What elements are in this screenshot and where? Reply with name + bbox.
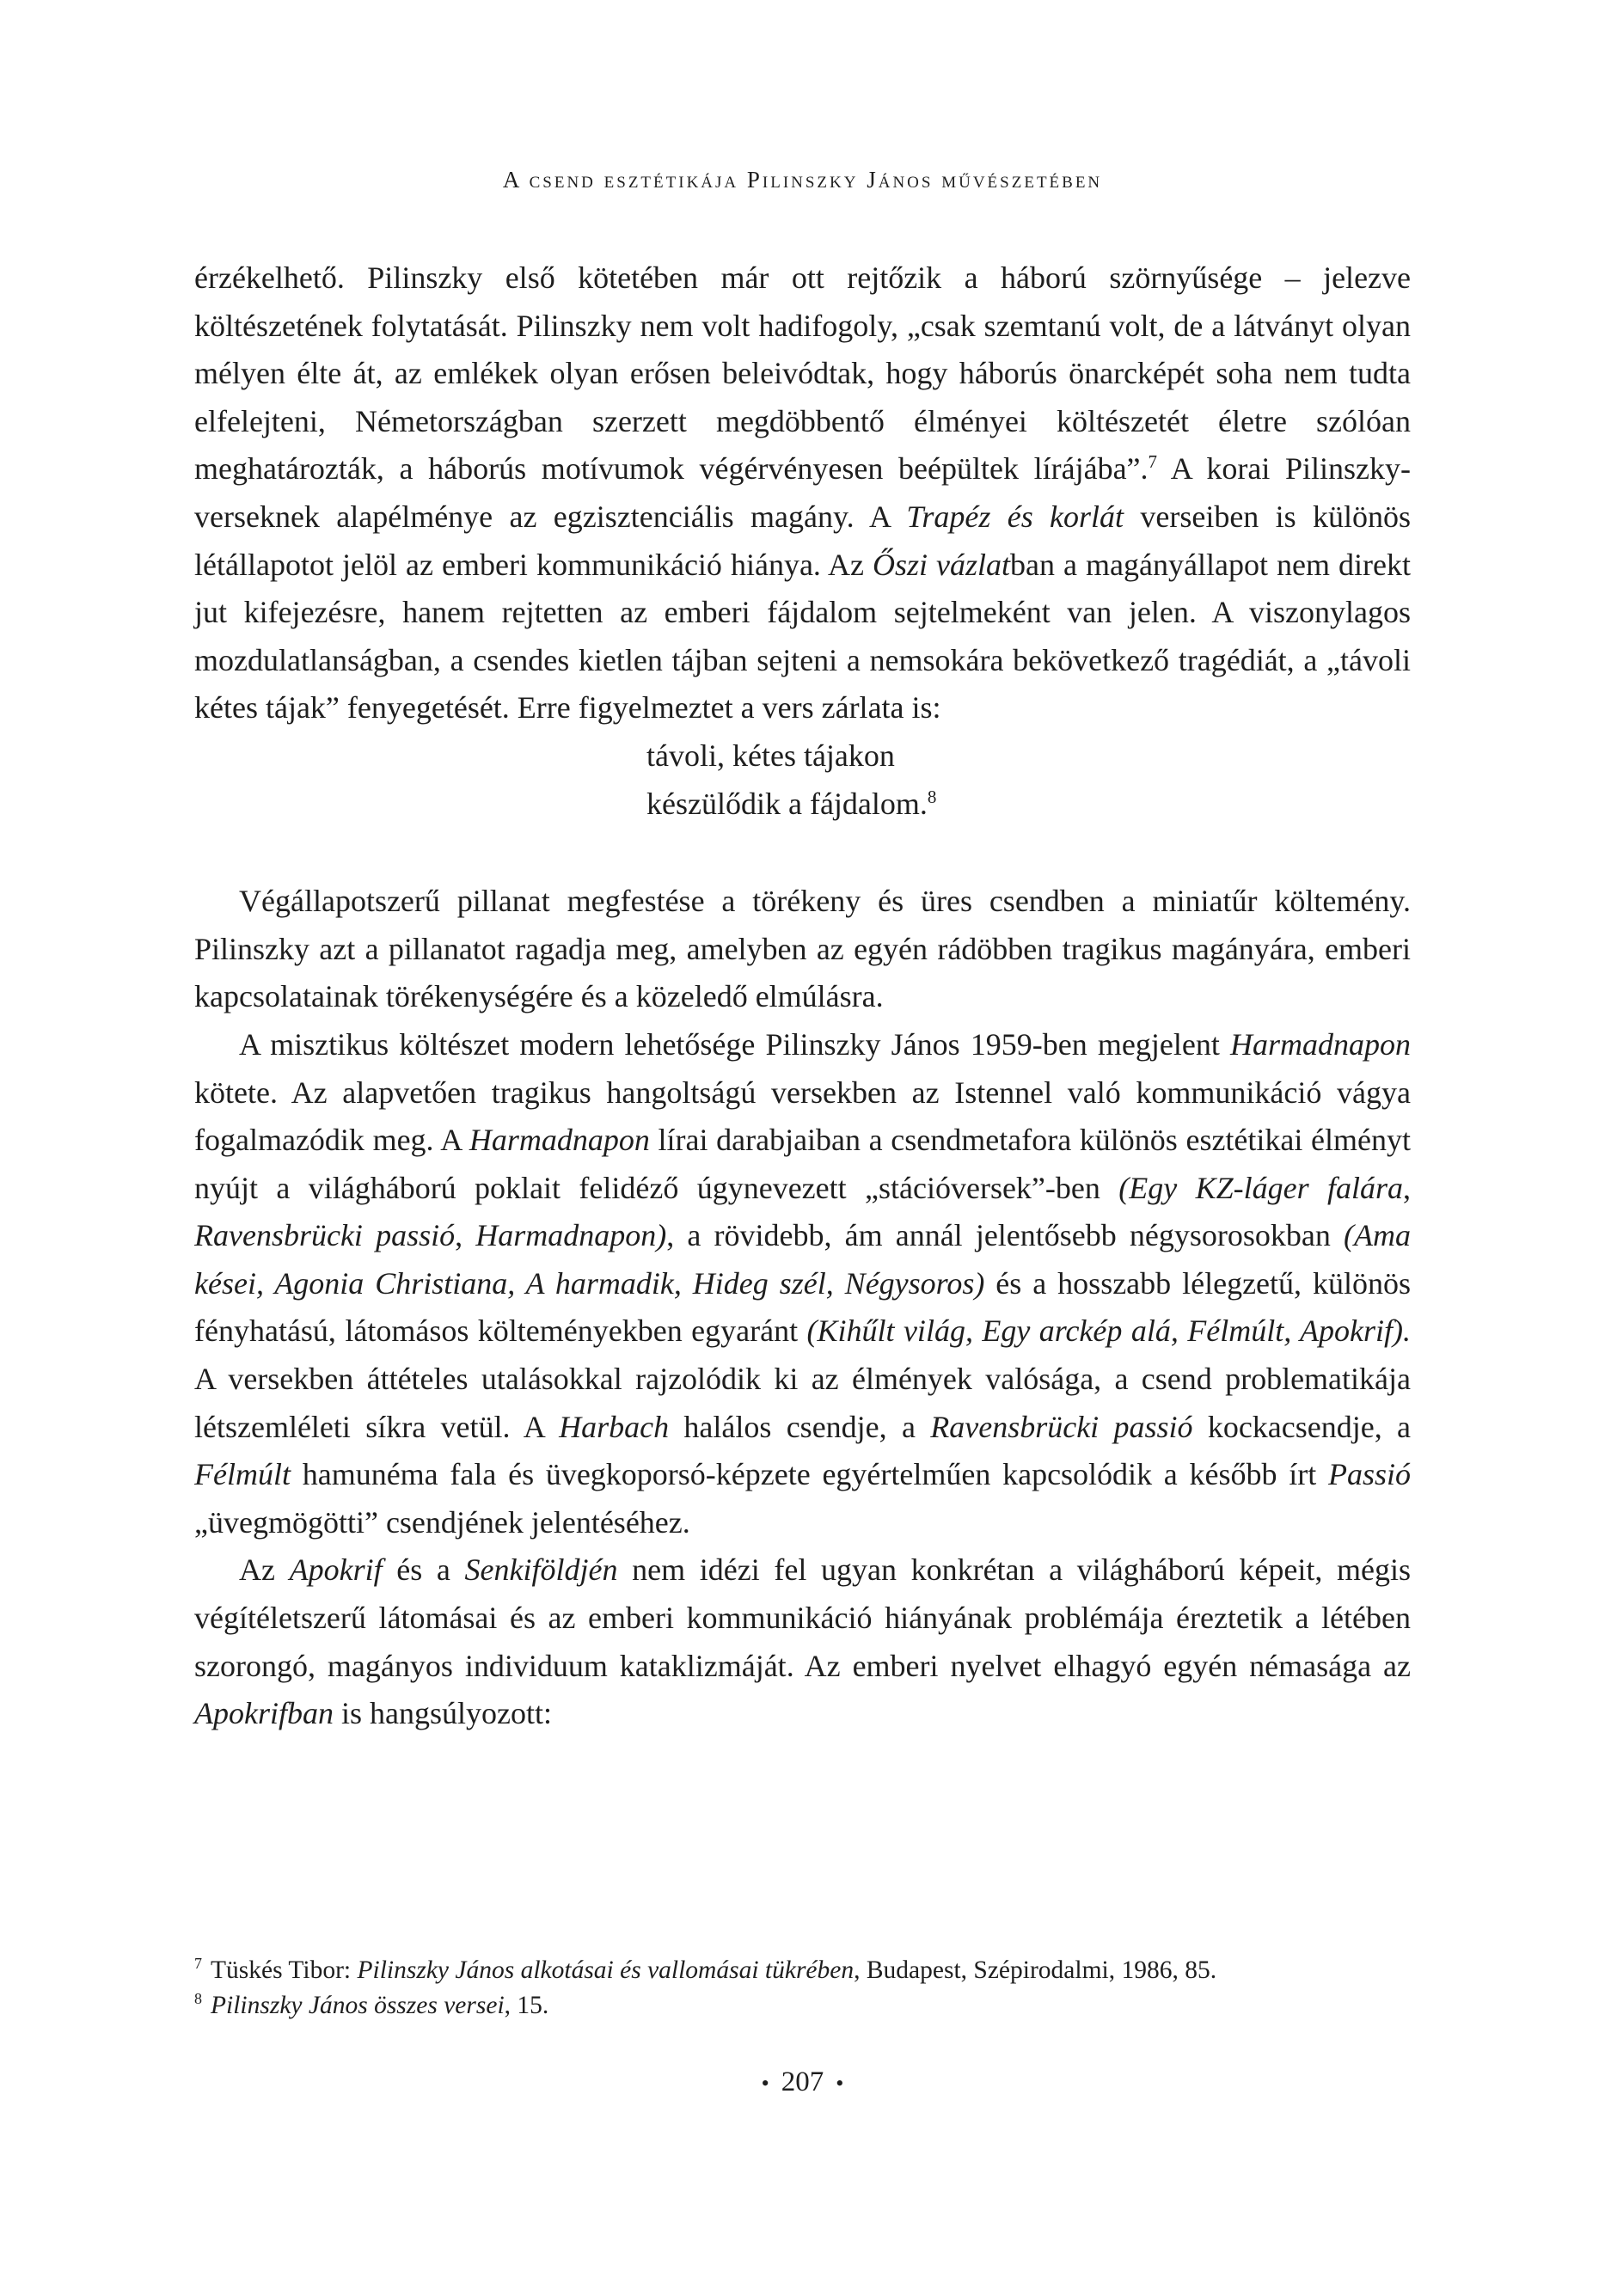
page-number xyxy=(0,2066,1605,2098)
text-run: és a xyxy=(382,1552,465,1588)
footnotes xyxy=(194,1953,1411,2024)
footnote-number: 8 xyxy=(194,1990,202,2008)
footnote-text xyxy=(211,1956,1216,1984)
text-run: ban a magányállapot nem direkt jut kifejezésre, hanem rejtetten az emberi fájdalom sejtelmeként van jelen. A viszonylagos mozdulatlanságban, a csendes kietlen tájban sejteni a nemsokára bekövetkező tragédiát, a „távoli kétes tájak” fenyegetését. Erre figyelmeztet a vers zárlata is: xyxy=(194,547,1411,726)
text-run: , xyxy=(455,1218,476,1253)
stanza-gap xyxy=(194,828,1411,878)
italic-title: Pilinszky János összes versei xyxy=(211,1992,505,2019)
italic-title: Passió xyxy=(1327,1457,1411,1492)
footnote-ref-8: 8 xyxy=(927,786,937,807)
italic-title: Harmadnapon) xyxy=(475,1218,667,1253)
italic-title: (Ama kései, Agonia Christiana, A harmadik, Hideg szél, Négysoros) xyxy=(194,1218,1411,1301)
italic-title: Trapéz és korlát xyxy=(906,499,1124,534)
bullet-right: • xyxy=(836,2071,844,2096)
quote-line-2 xyxy=(194,781,1411,829)
footnote-text xyxy=(211,1992,548,2019)
italic-title: Ravensbrücki passió xyxy=(930,1409,1193,1444)
italic-title: Harbach xyxy=(559,1409,670,1444)
text-run: , a rövidebb, ám annál jelentősebb négysorosokban xyxy=(666,1218,1345,1253)
italic-title: (Kihűlt világ, Egy arckép alá, Félmúlt, Apokrif). xyxy=(806,1313,1411,1349)
text-run: A versekben áttételes utalásokkal rajzolódik ki az élmények valósága, a csend problematikája létszemléleti síkra vetül. A xyxy=(194,1362,1411,1444)
text-run: , Budapest, Szépirodalmi, 1986, 85. xyxy=(854,1956,1217,1984)
text-run: kötete. Az alapvetően tragikus hangoltságú versekben az Istennel való kommunikáció vágya fogalmazódik meg. A xyxy=(194,1075,1411,1158)
quote-line-2-text: készülődik a fájdalom. xyxy=(646,786,928,821)
text-run: Az xyxy=(239,1552,290,1588)
text-run: , xyxy=(1403,1170,1411,1205)
italic-title: Senkiföldjén xyxy=(464,1552,618,1588)
bullet-left: • xyxy=(761,2071,769,2096)
body-text xyxy=(194,254,1411,1738)
paragraph-3 xyxy=(194,1021,1411,1547)
text-run: lírai darabjaiban a csendmetafora különös esztétikai élményt nyújt a világháború poklait felidéző úgynevezett „stációversek”-ben xyxy=(194,1123,1411,1205)
text-run: kockacsendje, a xyxy=(1192,1409,1412,1444)
text-run: „üvegmögötti” csendjének jelentéséhez. xyxy=(194,1504,690,1540)
text-run: A korai Pilinszky-verseknek alapélménye az egzisztenciális magány. A xyxy=(194,451,1411,534)
footnote-number: 7 xyxy=(194,1955,202,1973)
italic-title: Pilinszky János alkotásai és vallomásai tükrében xyxy=(357,1956,855,1984)
text-run: és a hosszabb lélegzetű, különös fényhatású, látomásos költeményekben egyaránt xyxy=(194,1265,1412,1349)
text-run: hamunéma fala és üvegkoporsó-képzete egyértelműen kapcsolódik a később írt xyxy=(290,1457,1328,1492)
italic-title: Félmúlt xyxy=(194,1457,291,1492)
footnote-8 xyxy=(194,1988,1411,2024)
text-run: Tüskés Tibor: xyxy=(211,1956,358,1984)
italic-title: Apokrif xyxy=(289,1552,383,1588)
italic-title: Ravensbrücki passió xyxy=(194,1218,456,1253)
italic-title: Apokrifban xyxy=(194,1696,334,1731)
footnote-ref: 7 xyxy=(1148,451,1158,473)
italic-title: Őszi vázlat xyxy=(872,547,1011,582)
paragraph-4 xyxy=(194,1546,1411,1737)
text-run: érzékelhető. Pilinszky első kötetében már ott rejtőzik a háború szörnyűsége – jelezve költészetének folytatását. Pilinszky nem volt hadifogoly, „csak szemtanú volt, de a látványt olyan mélyen élte át, az emlékek olyan erősen beleivódtak, hogy háborús önarcképét soha nem tudta elfelejteni, Németországban szerzett megdöbbentő élményei költészetét életre szólóan meghatározták, a háborús motívumok végérvényesen beépültek lírájába”. xyxy=(194,260,1411,487)
page-number-value: 207 xyxy=(781,2066,824,2097)
quote-line-1: távoli, kétes tájakon xyxy=(646,738,895,773)
text-run: , 15. xyxy=(504,1992,549,2019)
text-run: nem idézi fel ugyan konkrétan a világháború képeit, mégis végítéletszerű látomásai és az emberi kommunikáció hiányának problémája éreztetik a létében szorongó, magányos individuum kataklizmáját. Az emberi nyelvet elhagyó egyén némasága az xyxy=(194,1552,1411,1683)
paragraph-1 xyxy=(194,254,1411,732)
text-run: is hangsúlyozott: xyxy=(333,1696,552,1731)
text-run: A misztikus költészet modern lehetősége Pilinszky János 1959-ben megjelent xyxy=(239,1026,1230,1062)
footnote-7 xyxy=(194,1953,1411,1988)
italic-title: Harmadnapon xyxy=(1229,1026,1411,1062)
running-header: A csend esztétikája Pilinszky János művészetében xyxy=(502,167,1103,193)
text-run: verseiben is különös létállapotot jelöl az emberi kommunikáció hiánya. Az xyxy=(194,499,1411,582)
italic-title: Harmadnapon xyxy=(469,1123,650,1158)
paragraph-2: Végállapotszerű pillanat megfestése a törékeny és üres csendben a miniatűr költemény. Pilinszky azt a pillanatot ragadja meg, amelyben az egyén rádöbben tragikus magányára, emberi kapcsolatainak törékenységére és a közeledő elmúlásra. xyxy=(194,884,1411,1014)
italic-title: (Egy KZ-láger falára xyxy=(1118,1170,1403,1205)
text-run: halálos csendje, a xyxy=(669,1409,931,1444)
